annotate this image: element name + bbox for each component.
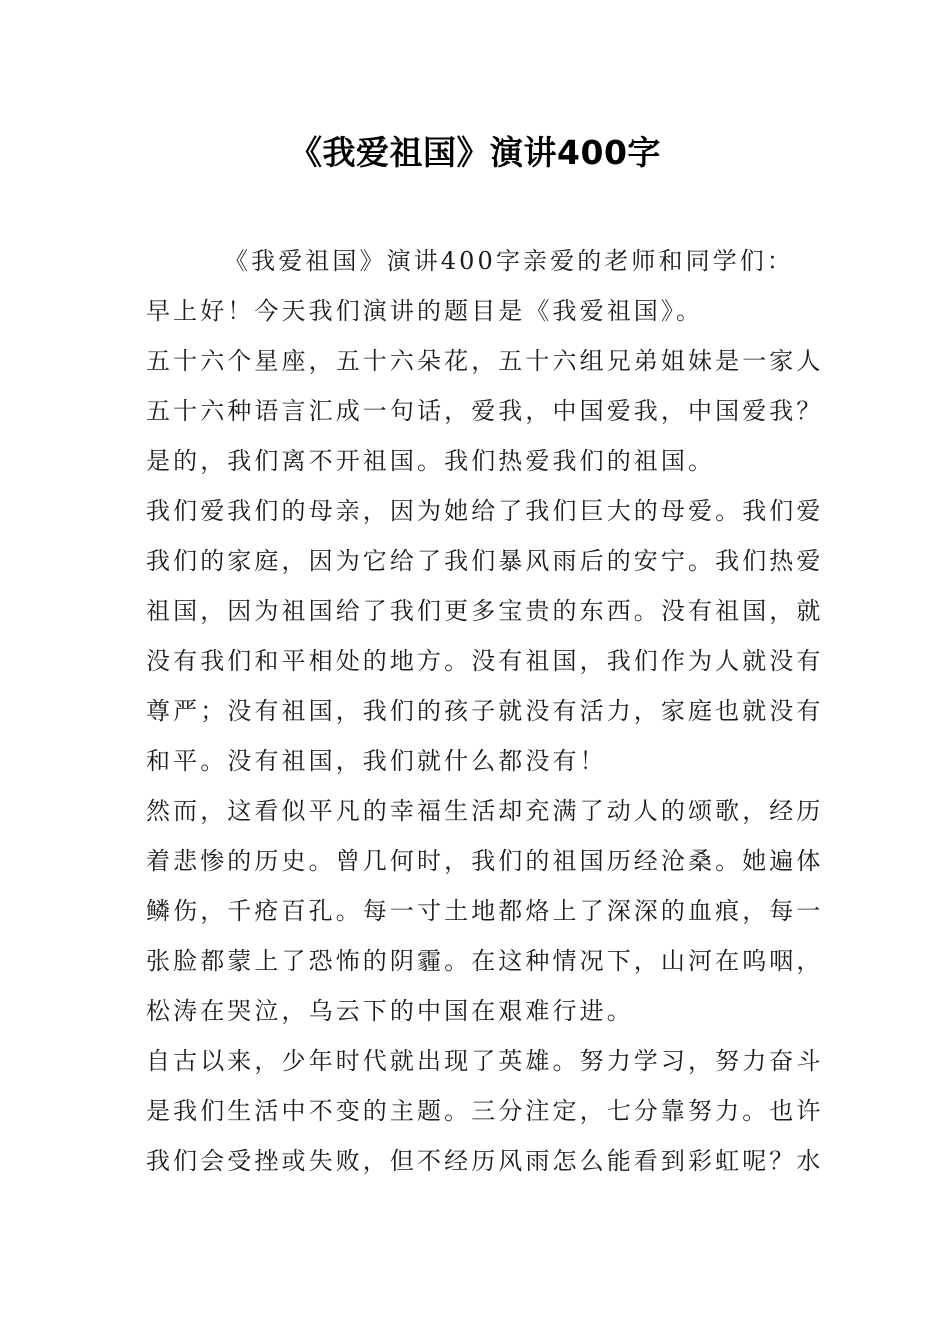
paragraph-line: 着悲惨的历史。曾几何时，我们的祖国历经沧桑。她遍体: [146, 847, 824, 875]
paragraph-line: 张脸都蒙上了恐怖的阴霾。在这种情况下，山河在呜咽，: [146, 947, 824, 975]
document-title: 《我爱祖国》演讲400字: [289, 133, 661, 172]
paragraph-line: 早上好！今天我们演讲的题目是《我爱祖国》。: [146, 297, 704, 325]
paragraph-line: 是的，我们离不开祖国。我们热爱我们的祖国。: [146, 447, 716, 475]
document-body: [146, 236, 824, 1186]
paragraph-line: 祖国，因为祖国给了我们更多宝贵的东西。没有祖国，就: [146, 597, 824, 625]
paragraph-line: 是我们生活中不变的主题。三分注定，七分靠努力。也许: [146, 1097, 824, 1125]
paragraph-line: 和平。没有祖国，我们就什么都没有！: [146, 747, 607, 775]
paragraph-line: 尊严；没有祖国，我们的孩子就没有活力，家庭也就没有: [146, 697, 824, 725]
paragraph-line: 没有我们和平相处的地方。没有祖国，我们作为人就没有: [146, 647, 824, 675]
paragraph-line: 松涛在哭泣，乌云下的中国在艰难行进。: [146, 997, 634, 1025]
paragraph-line: 然而，这看似平凡的幸福生活却充满了动人的颂歌，经历: [146, 797, 824, 825]
paragraph-line: 我们会受挫或失败，但不经历风雨怎么能看到彩虹呢？水: [146, 1147, 824, 1175]
paragraph-line: 五十六个星座，五十六朵花，五十六组兄弟姐妹是一家人: [146, 347, 824, 375]
paragraph-line: 鳞伤，千疮百孔。每一寸土地都烙上了深深的血痕，每一: [146, 897, 824, 925]
paragraph-line: 我们爱我们的母亲，因为她给了我们巨大的母爱。我们爱: [146, 497, 824, 525]
paragraph-line: 《我爱祖国》演讲400字亲爱的老师和同学们：: [224, 247, 795, 275]
paragraph-line: 自古以来，少年时代就出现了英雄。努力学习，努力奋斗: [146, 1047, 824, 1075]
paragraph-line: 五十六种语言汇成一句话，爱我，中国爱我，中国爱我？: [146, 397, 824, 425]
paragraph-line: 我们的家庭，因为它给了我们暴风雨后的安宁。我们热爱: [146, 547, 824, 575]
